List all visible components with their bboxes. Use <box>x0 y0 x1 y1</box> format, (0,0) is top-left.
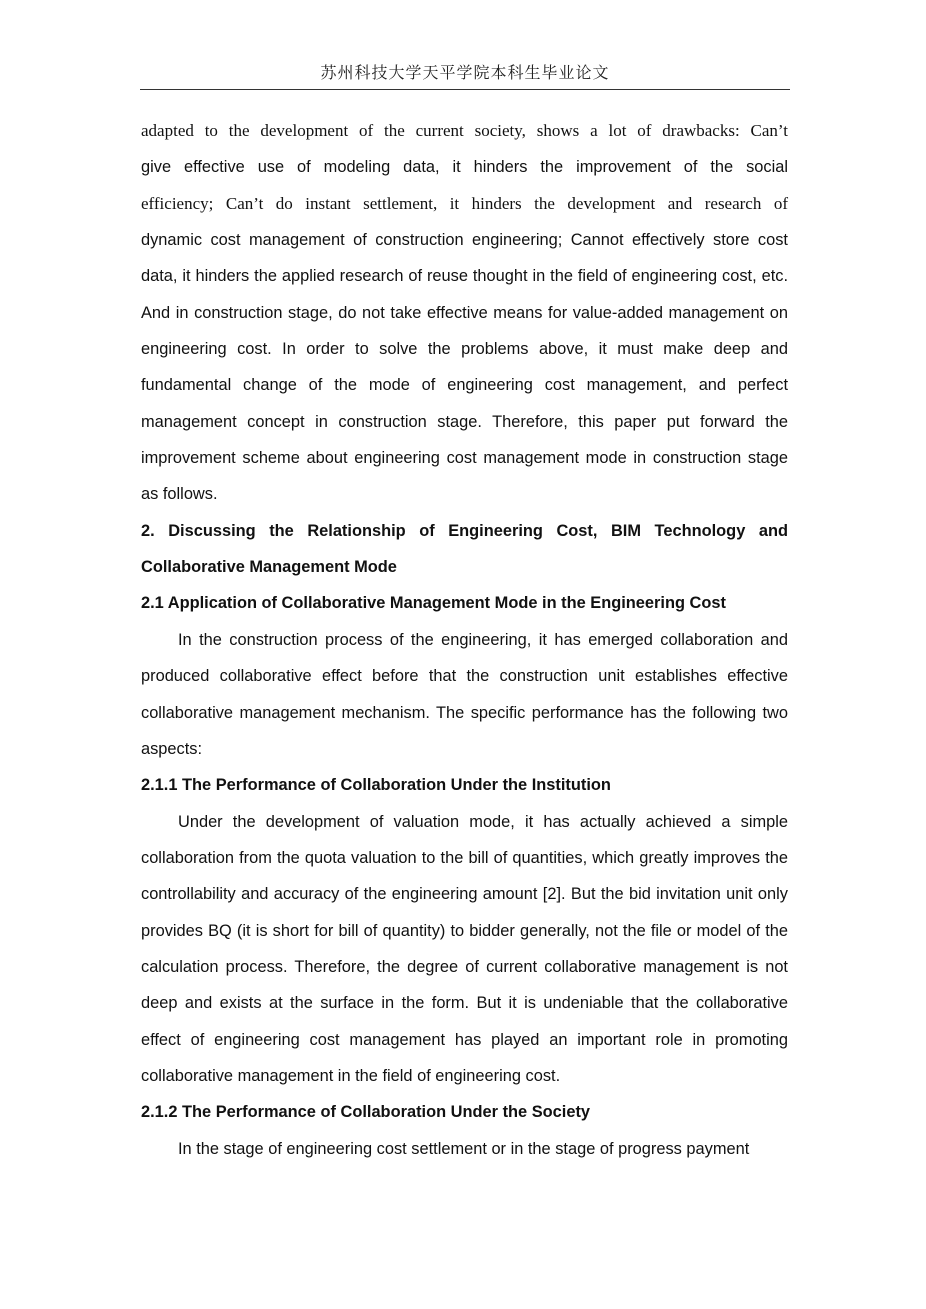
paragraph-2-1: In the construction process of the engineering, it has emerged collaboration and produced collaborative effect before that the construction unit establishes effective collaborative management mechanism. The specific performance has the following two aspects: <box>141 630 788 758</box>
section-heading-2-1-1: 2.1.1 The Performance of Collaboration Under the Institution <box>141 776 611 795</box>
intro-line-2: give effective use of modeling data, it hinders the improvement of the social <box>141 158 788 177</box>
section-heading-2: 2. Discussing the Relationship of Engineering Cost, BIM Technology and Collaborative Management Mode <box>141 521 788 577</box>
paragraph-2-1-1: Under the development of valuation mode, it has actually achieved a simple collaboration from the quota valuation to the bill of quantities, which greatly improves the controllability and accuracy of the engineering amount [2]. But the bid invitation unit only provides BQ (it is short for bill of quantity) to bidder generally, not the file or model of the calculation process. Therefore, the degree of current collaborative management is not deep and exists at the surface in the form. But it is undeniable that the collaborative effect of engineering cost management has played an important role in promoting collaborative management in the field of engineering cost. <box>141 812 788 1085</box>
intro-paragraph-rest: dynamic cost management of construction engineering; Cannot effectively store cost data, it hinders the applied research of reuse thought in the field of engineering cost, etc. And in construction stage, do not take effective means for value-added management on engineering cost. In order to solve the problems above, it must make deep and fundamental change of the mode of engineering cost management, and perfect management concept in construction stage. Therefore, this paper put forward the improvement scheme about engineering cost management mode in construction stage as follows. <box>141 231 788 504</box>
page-header: 苏州科技大学天平学院本科生毕业论文 <box>320 63 610 82</box>
section-heading-2-1: 2.1 Application of Collaborative Management Mode in the Engineering Cost <box>141 594 726 613</box>
paragraph-2-1-2: In the stage of engineering cost settlement or in the stage of progress payment <box>178 1139 750 1158</box>
page-body <box>141 113 788 1167</box>
intro-line-1: adapted to the development of the current society, shows a lot of drawbacks: Can’t <box>141 121 788 140</box>
header-divider <box>140 89 790 90</box>
section-heading-2-1-2: 2.1.2 The Performance of Collaboration Under the Society <box>141 1103 591 1122</box>
intro-line-3: efficiency; Can’t do instant settlement, it hinders the development and research of <box>141 193 788 213</box>
